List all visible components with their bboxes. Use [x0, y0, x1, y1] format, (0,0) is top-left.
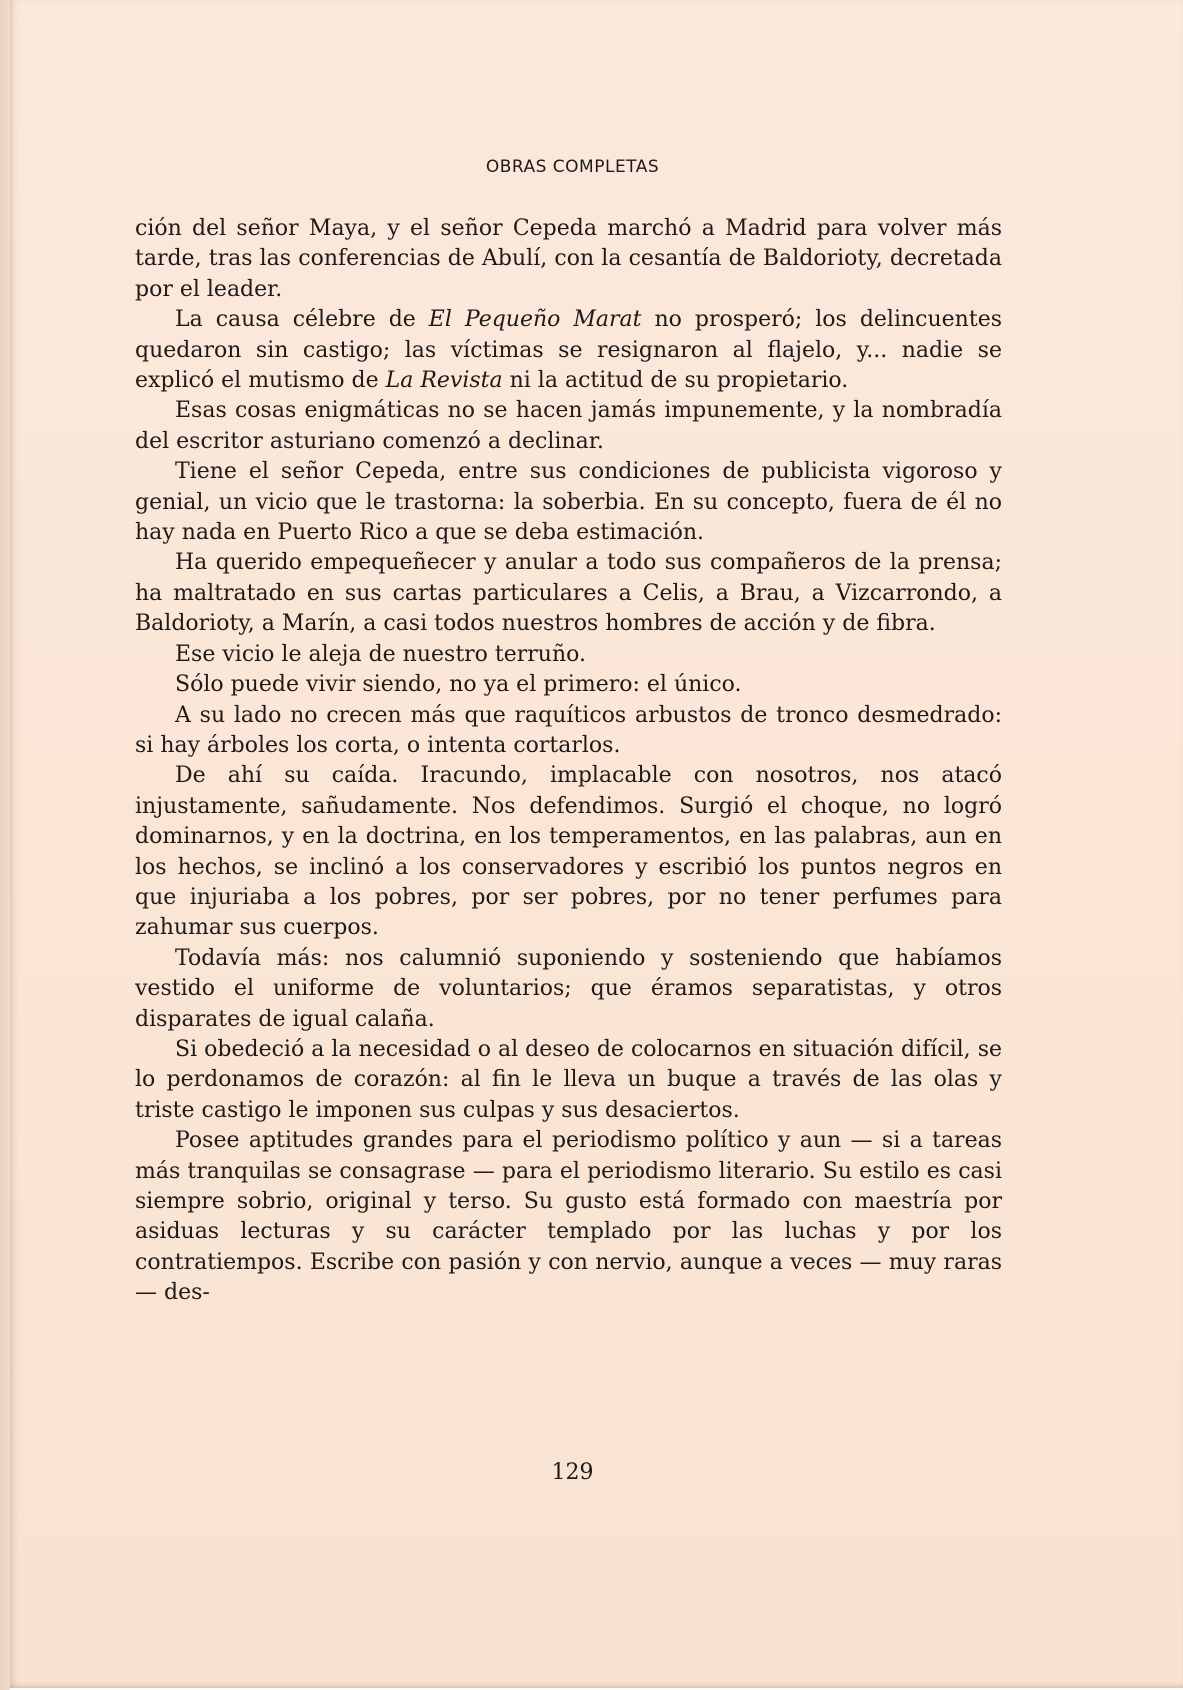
paragraph-9: De ahí su caída. Iracundo, implacable con nosotros, nos atacó injustamente, sañudamente. Nos defendimos. Surgió el choque, no logró dominarnos, y en la doctrina, en los temperamentos, en las palabras, aun en los hechos, se inclinó a los conservadores y escribió los puntos negros en que injuriaba a los pobres, por ser pobres, por no tener perfumes para zahumar sus cuerpos.: [135, 763, 1002, 941]
page-left-edge: [0, 0, 10, 1690]
paragraph-4: Tiene el señor Cepeda, entre sus condiciones de publicista vigoroso y genial, un vicio que le trastorna: la soberbia. En su concepto, fuera de él no hay nada en Puerto Rico a que se deba estimación.: [135, 459, 1002, 546]
paragraph-10: Todavía más: nos calumnió suponiendo y sosteniendo que habíamos vestido el uniforme de voluntarios; que éramos separatistas, y otros disparates de igual calaña.: [135, 945, 1002, 1032]
paragraph-2-text-c: ni la actitud de su propietario.: [502, 368, 849, 394]
body-text: [135, 214, 1002, 1309]
paragraph-8: A su lado no crecen más que raquíticos arbustos de tronco desmedrado: si hay árboles los corta, o intenta cortarlos.: [135, 702, 1002, 758]
paragraph-6: Ese vicio le aleja de nuestro terruño.: [175, 641, 586, 667]
running-header: OBRAS COMPLETAS: [485, 157, 660, 177]
page-number: 129: [551, 1460, 594, 1485]
paragraph-1: ción del señor Maya, y el señor Cepeda marchó a Madrid para volver más tarde, tras las conferencias de Abulí, con la cesantía de Baldorioty, decretada por el leader.: [135, 216, 1002, 302]
paragraph-5: Ha querido empequeñecer y anular a todo sus compañeros de la prensa; ha maltratado en sus cartas particulares a Celis, a Brau, a Vizcarrondo, a Baldorioty, a Marín, a casi todos nuestros hombres de acción y de fibra.: [135, 550, 1002, 637]
book-page: [10, 0, 1183, 1688]
paragraph-2-text-a: La causa célebre de: [175, 307, 429, 333]
paragraph-3: Esas cosas enigmáticas no se hacen jamás impunemente, y la nombradía del escritor asturiano comenzó a declinar.: [135, 398, 1002, 454]
title-el-pequeno-marat: El Pequeño Marat: [428, 307, 642, 333]
title-la-revista: La Revista: [385, 368, 503, 394]
paragraph-12: Posee aptitudes grandes para el periodismo político y aun — si a tareas más tranquilas se consagrase — para el periodismo literario. Su estilo es casi siempre sobrio, original y terso. Su gusto está formado con maestría por asiduas lecturas y su carácter templado por las luchas y por los contratiempos. Escribe con pasión y con nervio, aunque a veces — muy raras — des-: [135, 1128, 1002, 1306]
paragraph-2-text-b: no prosperó; los delincuentes quedaron sin castigo; las víctimas se resignaron al flajelo, y... nadie se explicó el mutismo de: [135, 307, 1002, 394]
paragraph-2: [135, 305, 1002, 396]
paragraph-11: Si obedeció a la necesidad o al deseo de colocarnos en situación difícil, se lo perdonamos de corazón: al fin le lleva un buque a través de las olas y triste castigo le imponen sus culpas y sus desaciertos.: [135, 1036, 1002, 1123]
paragraph-7: Sólo puede vivir siendo, no ya el primero: el único.: [175, 672, 742, 698]
